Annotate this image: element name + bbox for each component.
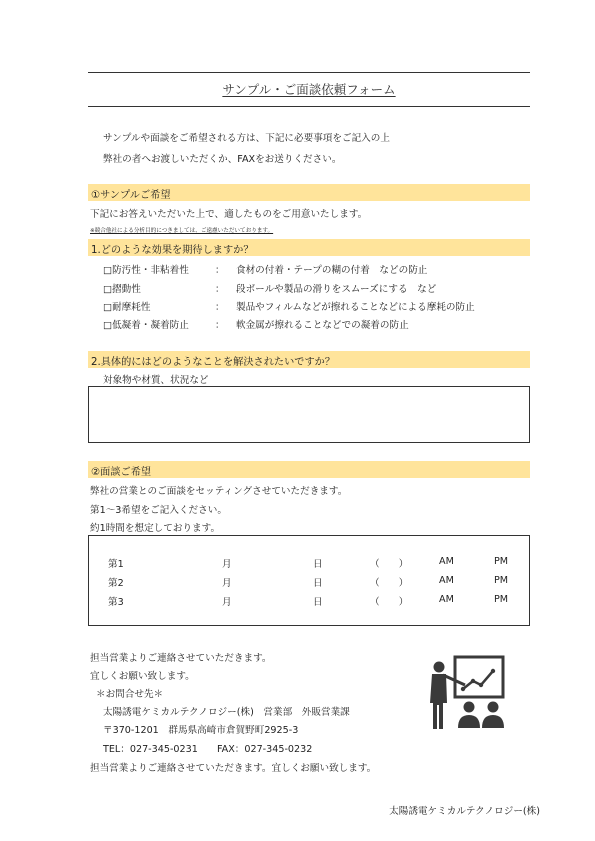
contact-closing: 担当営業よりご連絡させていただきます。宜しくお願い致します。: [90, 763, 377, 774]
q1-title: 1.どのような効果を期待しますか？: [91, 245, 254, 256]
meeting-row-label: 第1: [108, 559, 124, 570]
q1-option[interactable]: [0, 317, 595, 331]
q1-option-sep: ：: [215, 320, 225, 331]
meeting-row-day: 日: [313, 597, 323, 608]
contact-line-1: 担当営業よりご連絡させていただきます。: [90, 653, 272, 664]
q1-option-desc: 食材の付着・テープの糊の付着 などの防止: [236, 265, 428, 276]
footer-company: 太陽誘電ケミカルテクノロジー(株): [389, 806, 540, 817]
q1-option-desc: 軟金属が擦れることなどでの凝着の防止: [236, 320, 409, 331]
top-rule: [88, 72, 530, 73]
meeting-row-weekday: （ ）: [370, 597, 409, 608]
title-rule: [88, 106, 530, 107]
q1-option[interactable]: [0, 281, 595, 295]
meeting-row-label: 第3: [108, 597, 124, 608]
q2-title: 2.具体的にはどのようなことを解決されたいですか？: [91, 357, 336, 368]
q2-answer-box[interactable]: [88, 386, 530, 443]
q1-option-sep: ：: [215, 302, 225, 313]
q1-option-label: □摺動性: [103, 284, 141, 295]
intro-line-2: 弊社の者へお渡しいただくか、FAXをお送りください。: [103, 154, 342, 165]
intro-line-1: サンプルや面談をご希望される方は、下記に必要事項をご記入の上: [103, 133, 390, 144]
q1-header: [88, 239, 530, 256]
meeting-row-weekday: （ ）: [370, 578, 409, 589]
meeting-row-am[interactable]: AM: [439, 575, 454, 586]
meeting-row-am[interactable]: AM: [439, 556, 454, 567]
sample-section-title: ①サンプルご希望: [91, 190, 171, 201]
contact-address: 〒370-1201 群馬県高崎市倉賀野町2925-3: [103, 725, 299, 736]
q1-option-sep: ：: [215, 284, 225, 295]
meeting-row-weekday: （ ）: [370, 559, 409, 570]
q1-option[interactable]: [0, 299, 595, 313]
sample-note: ※競合他社による分析目的につきましては、ご遠慮いただいております。: [90, 228, 274, 234]
q1-option-desc: 製品やフィルムなどが擦れることなどによる摩耗の防止: [236, 302, 475, 313]
meeting-row-month: 月: [222, 559, 232, 570]
meeting-section-title: ②面談ご希望: [91, 467, 152, 478]
contact-header: ＊お問合せ先＊: [96, 689, 164, 700]
meeting-row-month: 月: [222, 578, 232, 589]
q1-option-label: □耐摩耗性: [103, 302, 151, 313]
contact-company-dept: 太陽誘電ケミカルテクノロジー(株) 営業部 外販営業課: [103, 707, 350, 718]
meeting-row-am[interactable]: AM: [439, 594, 454, 605]
meeting-row-label: 第2: [108, 578, 124, 589]
q1-option[interactable]: [0, 262, 595, 276]
meeting-row-day: 日: [313, 578, 323, 589]
meeting-row[interactable]: [0, 556, 595, 570]
form-title: サンプル・ご面談依頼フォーム: [222, 82, 396, 97]
meeting-row-month: 月: [222, 597, 232, 608]
meeting-line-1: 弊社の営業とのご面談をセッティングさせていただきます。: [90, 486, 348, 497]
meeting-row-pm[interactable]: PM: [494, 556, 509, 567]
meeting-row-pm[interactable]: PM: [494, 575, 509, 586]
meeting-section-header: [88, 461, 530, 478]
sample-section-header: [88, 184, 530, 201]
q1-option-label: □低凝着・凝着防止: [103, 320, 189, 331]
q2-subtext: 対象物や材質、状況など: [103, 375, 209, 386]
meeting-row[interactable]: [0, 575, 595, 589]
meeting-row-day: 日: [313, 559, 323, 570]
q1-option-sep: ：: [215, 265, 225, 276]
q1-option-label: □防汚性・非粘着性: [103, 265, 189, 276]
sample-text: 下記にお答えいただいた上で、適したものをご用意いたします。: [90, 209, 368, 220]
meeting-row[interactable]: [0, 594, 595, 608]
contact-phone[interactable]: TEL：027-345-0231 FAX：027-345-0232: [103, 744, 313, 755]
q1-option-desc: 段ボールや製品の滑りをスムーズにする など: [236, 284, 437, 295]
meeting-line-3: 約1時間を想定しております。: [90, 523, 221, 534]
contact-line-2: 宜しくお願い致します。: [90, 671, 195, 682]
presentation-icon: [425, 655, 513, 731]
meeting-row-pm[interactable]: PM: [494, 594, 509, 605]
meeting-line-2: 第1～3希望をご記入ください。: [90, 505, 227, 516]
q2-header: [88, 351, 530, 368]
